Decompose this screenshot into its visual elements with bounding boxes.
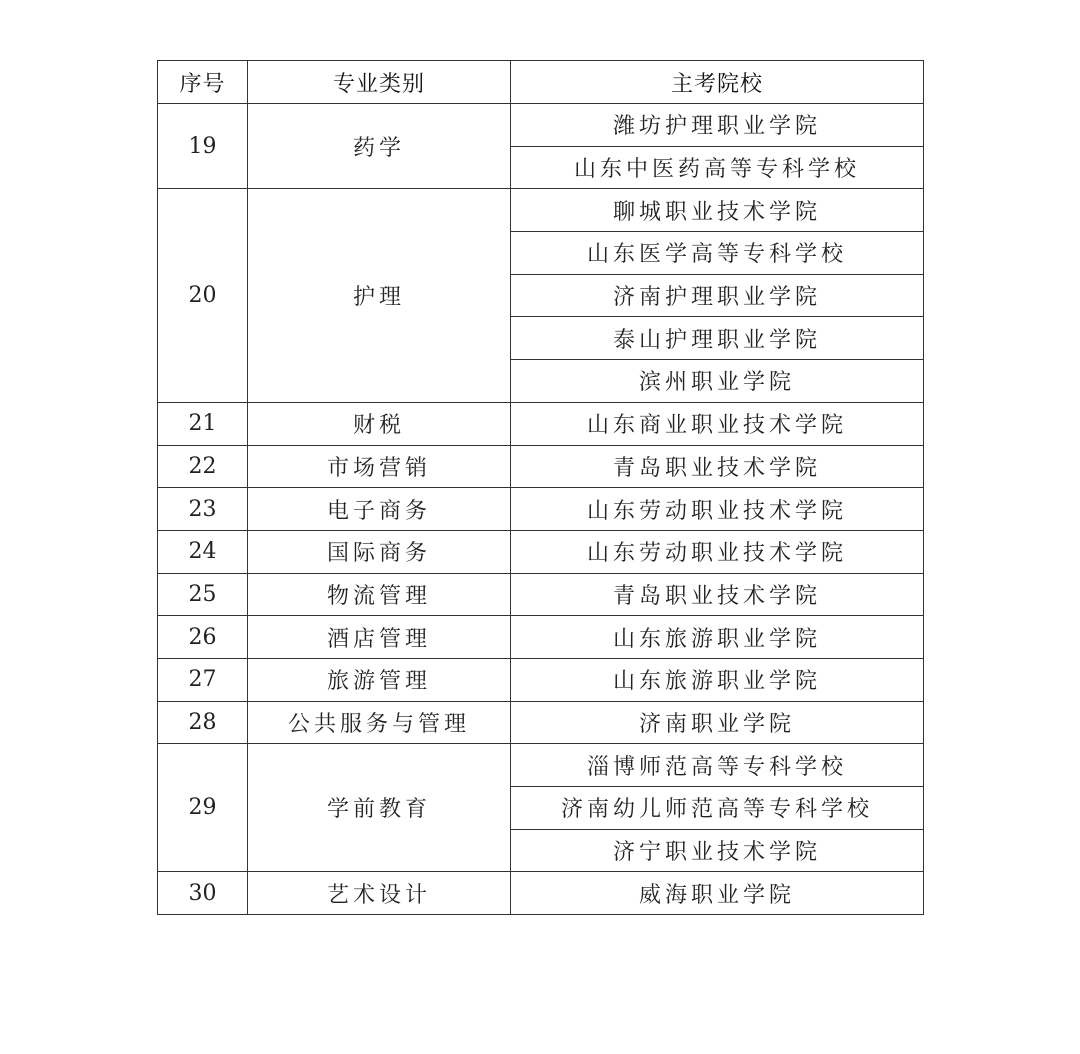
table-body	[158, 104, 924, 915]
host-school: 聊城职业技术学院	[511, 189, 924, 232]
host-school: 济南护理职业学院	[511, 274, 924, 317]
major-category: 护理	[248, 189, 511, 402]
row-number: 28	[158, 701, 248, 744]
table-row	[158, 488, 924, 531]
major-category: 国际商务	[248, 530, 511, 573]
row-number: 22	[158, 445, 248, 488]
host-school: 济宁职业技术学院	[511, 829, 924, 872]
host-school: 山东旅游职业学院	[511, 616, 924, 659]
table-row	[158, 189, 924, 232]
host-school: 潍坊护理职业学院	[511, 104, 924, 147]
host-school: 滨州职业学院	[511, 360, 924, 403]
table-row	[158, 104, 924, 147]
major-category: 酒店管理	[248, 616, 511, 659]
host-school: 山东医学高等专科学校	[511, 232, 924, 275]
header-category: 专业类别	[248, 61, 511, 104]
major-category: 物流管理	[248, 573, 511, 616]
host-school: 青岛职业技术学院	[511, 573, 924, 616]
major-category: 艺术设计	[248, 872, 511, 915]
host-school: 山东劳动职业技术学院	[511, 530, 924, 573]
table-row	[158, 658, 924, 701]
major-category: 学前教育	[248, 744, 511, 872]
table-row	[158, 530, 924, 573]
major-category: 电子商务	[248, 488, 511, 531]
schools-table	[157, 60, 924, 915]
host-school: 济南职业学院	[511, 701, 924, 744]
table-row	[158, 402, 924, 445]
row-number: 26	[158, 616, 248, 659]
row-number: 30	[158, 872, 248, 915]
header-school: 主考院校	[511, 61, 924, 104]
row-number: 24	[158, 530, 248, 573]
major-category: 公共服务与管理	[248, 701, 511, 744]
table-row	[158, 701, 924, 744]
table-row	[158, 616, 924, 659]
host-school: 山东旅游职业学院	[511, 658, 924, 701]
major-category: 药学	[248, 104, 511, 189]
row-number: 19	[158, 104, 248, 189]
table-row	[158, 872, 924, 915]
host-school: 济南幼儿师范高等专科学校	[511, 787, 924, 830]
major-category: 市场营销	[248, 445, 511, 488]
host-school: 泰山护理职业学院	[511, 317, 924, 360]
major-category: 财税	[248, 402, 511, 445]
header-number: 序号	[158, 61, 248, 104]
row-number: 25	[158, 573, 248, 616]
row-number: 23	[158, 488, 248, 531]
row-number: 27	[158, 658, 248, 701]
row-number: 21	[158, 402, 248, 445]
row-number: 20	[158, 189, 248, 402]
host-school: 山东劳动职业技术学院	[511, 488, 924, 531]
table-row	[158, 744, 924, 787]
major-category: 旅游管理	[248, 658, 511, 701]
host-school: 威海职业学院	[511, 872, 924, 915]
header-row	[158, 61, 924, 104]
table-row	[158, 445, 924, 488]
host-school: 山东商业职业技术学院	[511, 402, 924, 445]
host-school: 青岛职业技术学院	[511, 445, 924, 488]
row-number: 29	[158, 744, 248, 872]
host-school: 山东中医药高等专科学校	[511, 146, 924, 189]
host-school: 淄博师范高等专科学校	[511, 744, 924, 787]
table-row	[158, 573, 924, 616]
